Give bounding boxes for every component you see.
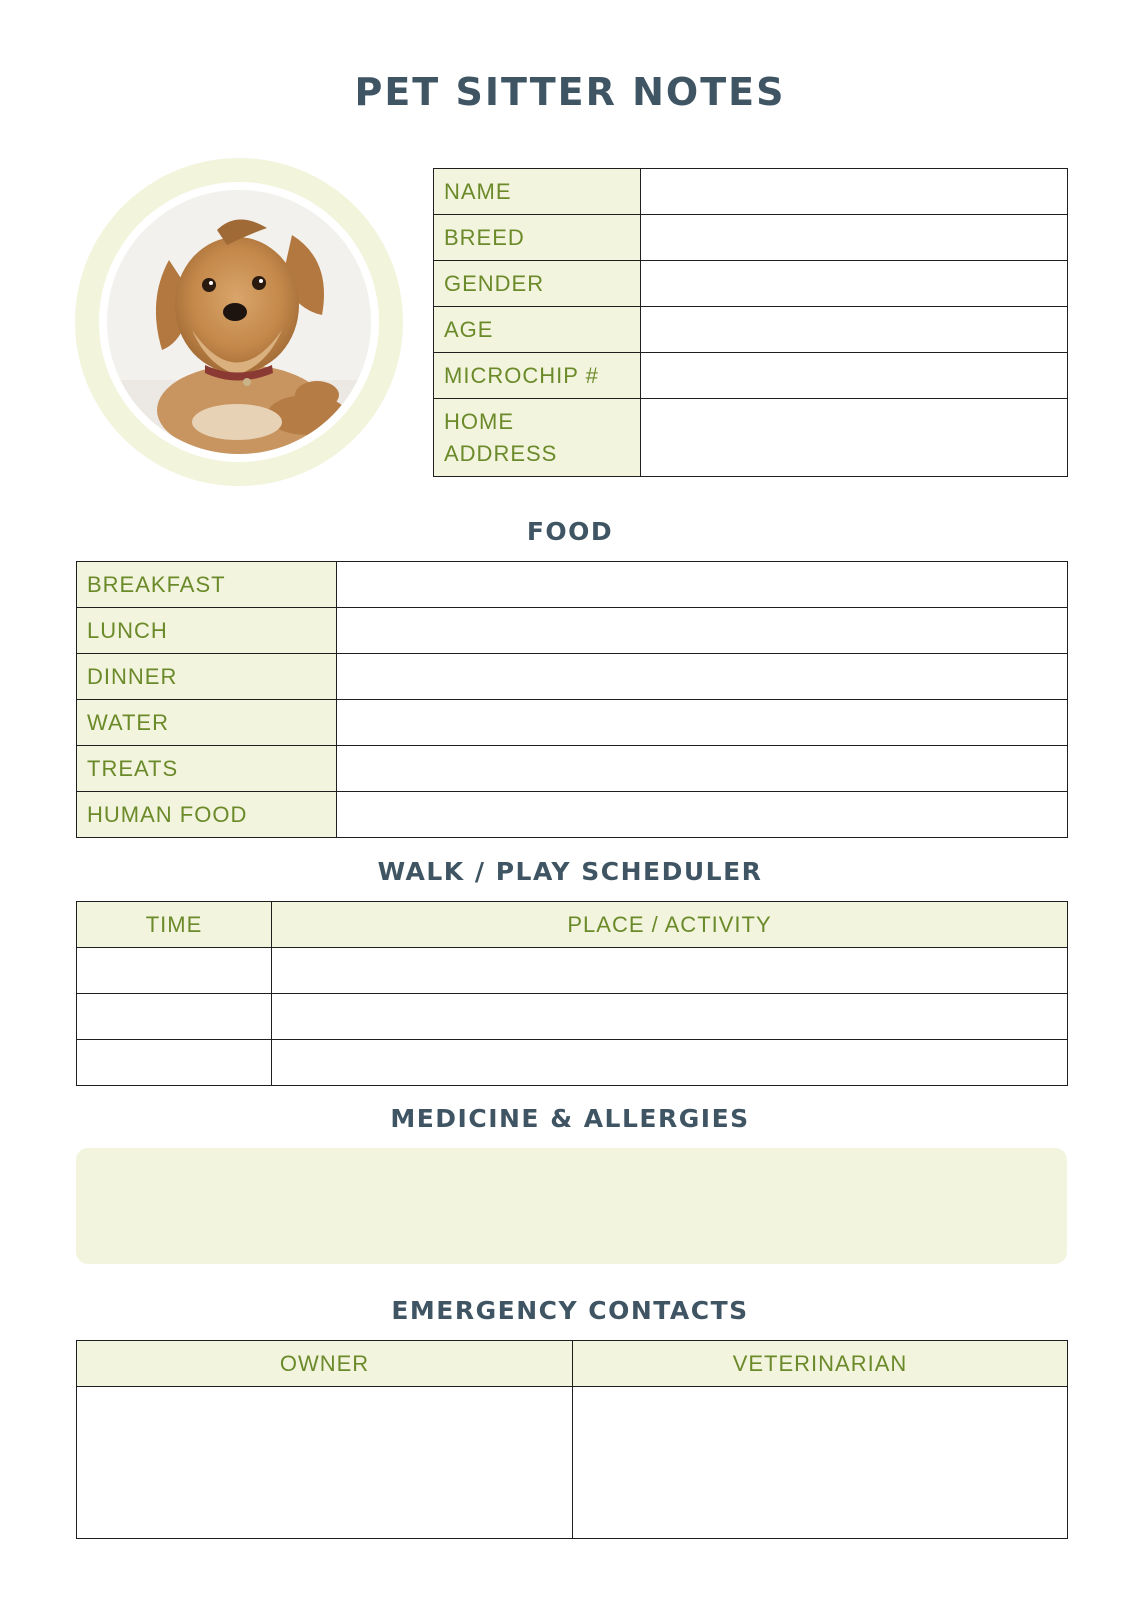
table-row [434,399,1068,477]
water-label: WATER [77,700,337,746]
table-row [77,1040,1068,1086]
table-row [434,353,1068,399]
age-field[interactable] [641,307,1068,353]
breakfast-label: BREAKFAST [77,562,337,608]
name-field[interactable] [641,169,1068,215]
treats-label: TREATS [77,746,337,792]
food-table [76,561,1068,838]
veterinarian-header: VETERINARIAN [573,1341,1068,1387]
activity-cell[interactable] [272,948,1068,994]
home-address-line2: ADDRESS [444,440,558,466]
table-row [77,948,1068,994]
owner-contact-field[interactable] [77,1387,573,1539]
microchip-label: MICROCHIP # [434,353,641,399]
place-activity-header: PLACE / ACTIVITY [272,902,1068,948]
medicine-notes-area[interactable] [76,1148,1067,1264]
walk-table [76,901,1068,1086]
pet-info-table [433,168,1068,477]
treats-field[interactable] [337,746,1068,792]
time-cell[interactable] [77,1040,272,1086]
activity-cell[interactable] [272,1040,1068,1086]
table-row [77,608,1068,654]
walk-section-title: WALK / PLAY SCHEDULER [377,857,763,886]
table-row [77,654,1068,700]
medicine-section-title: MEDICINE & ALLERGIES [390,1104,750,1133]
table-row [434,307,1068,353]
page-title: PET SITTER NOTES [354,70,786,114]
table-row [77,562,1068,608]
age-label: AGE [434,307,641,353]
name-label: NAME [434,169,641,215]
breed-label: BREED [434,215,641,261]
table-header-row [77,902,1068,948]
breakfast-field[interactable] [337,562,1068,608]
breed-field[interactable] [641,215,1068,261]
table-row [77,792,1068,838]
home-address-line1: HOME [444,408,514,434]
dinner-field[interactable] [337,654,1068,700]
food-section-title: FOOD [526,517,614,546]
time-header: TIME [77,902,272,948]
microchip-field[interactable] [641,353,1068,399]
dog-photo [107,190,371,454]
pet-photo-frame [75,158,403,486]
lunch-label: LUNCH [77,608,337,654]
human-food-field[interactable] [337,792,1068,838]
table-row [434,169,1068,215]
home-address-label [434,399,641,477]
table-row [77,1387,1068,1539]
veterinarian-contact-field[interactable] [573,1387,1068,1539]
table-row [77,994,1068,1040]
gender-field[interactable] [641,261,1068,307]
human-food-label: HUMAN FOOD [77,792,337,838]
table-row [77,746,1068,792]
time-cell[interactable] [77,994,272,1040]
emergency-table [76,1340,1068,1539]
owner-header: OWNER [77,1341,573,1387]
dinner-label: DINNER [77,654,337,700]
gender-label: GENDER [434,261,641,307]
water-field[interactable] [337,700,1068,746]
table-header-row [77,1341,1068,1387]
lunch-field[interactable] [337,608,1068,654]
emergency-section-title: EMERGENCY CONTACTS [391,1296,749,1325]
home-address-field[interactable] [641,399,1068,477]
time-cell[interactable] [77,948,272,994]
table-row [434,261,1068,307]
table-row [434,215,1068,261]
activity-cell[interactable] [272,994,1068,1040]
table-row [77,700,1068,746]
